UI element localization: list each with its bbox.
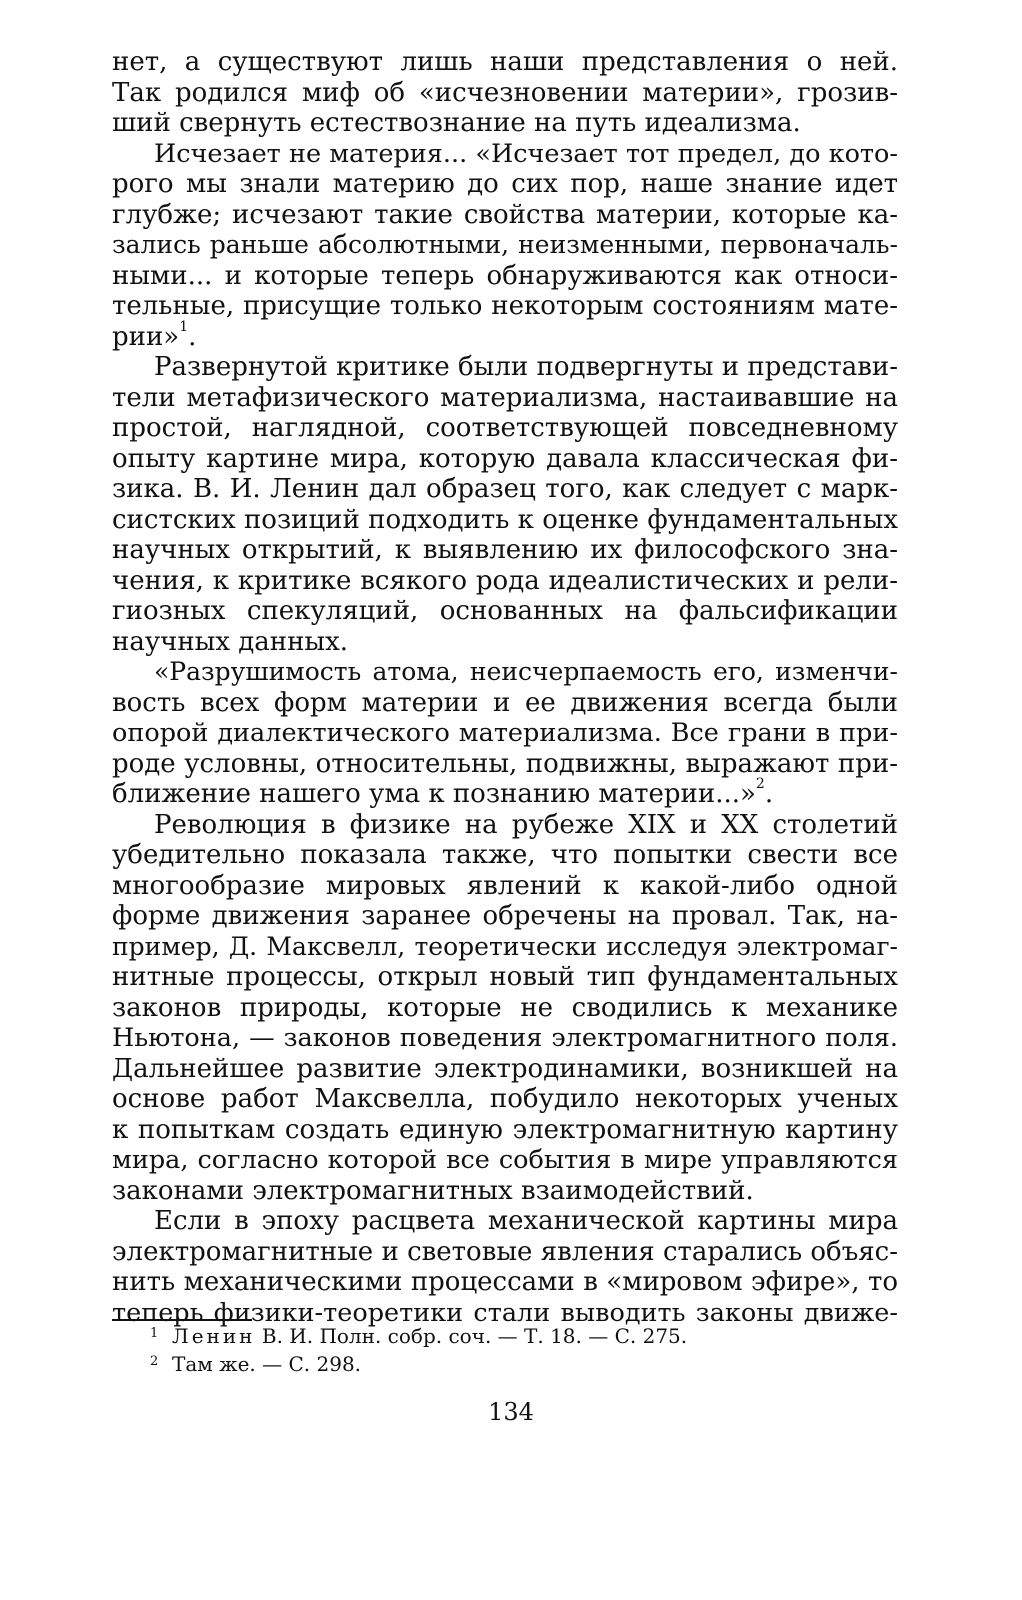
text-line: убедительно показала также, что попытки свести все bbox=[112, 840, 898, 870]
footnote-mark: 2 bbox=[150, 1354, 159, 1369]
footnote-1 bbox=[150, 1322, 870, 1350]
text-line: Революция в физике на рубеже XIX и XX столетий bbox=[154, 809, 898, 840]
text-line: «Разрушимость атома, неисчерпаемость его, изменчи- bbox=[154, 657, 898, 686]
footnote-divider bbox=[112, 1319, 252, 1321]
footnote-text: В. И. Полн. собр. соч. — Т. 18. — С. 275. bbox=[255, 1324, 688, 1348]
text-line: рого мы знали материю до сих пор, наше знание идет bbox=[112, 169, 898, 199]
text-fragment: . bbox=[764, 779, 774, 809]
text-line-with-ref bbox=[112, 318, 898, 353]
text-line: научных данных. bbox=[112, 626, 349, 657]
text-line: Ньютона, — законов поведения электромагнитного поля. bbox=[112, 1023, 898, 1053]
text-line: теперь физики-теоретики стали выводить законы движе- bbox=[112, 1297, 898, 1328]
text-line: Исчезает не материя... «Исчезает тот предел, до кото- bbox=[154, 138, 898, 169]
text-line: нить механическими процессами в «мировом эфире», то bbox=[112, 1267, 898, 1297]
text-line: тели метафизического материализма, настаивавшие на bbox=[112, 382, 898, 413]
text-line: чения, к критике всякого рода идеалистических и рели- bbox=[112, 565, 898, 596]
text-line: зика. В. И. Ленин дал образец того, как следует с марк- bbox=[112, 474, 898, 504]
text-line: нет, а существуют лишь наши представления о ней. bbox=[112, 47, 898, 77]
text-line: Так родился миф об «исчезновении материи», грозив- bbox=[112, 77, 898, 108]
text-line: мира, согласно которой все события в мире управляются bbox=[112, 1145, 898, 1175]
footnote-mark: 1 bbox=[150, 1326, 159, 1341]
text-line-with-ref bbox=[112, 776, 898, 810]
text-line: вость всех форм материи и ее движения всегда были bbox=[112, 687, 898, 718]
text-line: глубже; исчезают такие свойства материи, которые ка- bbox=[112, 199, 898, 230]
text-line: тельные, присущие только некоторым состояниям мате- bbox=[112, 291, 898, 321]
footnote-ref-1: 1 bbox=[179, 318, 189, 335]
text-line: к попыткам создать единую электромагнитную картину bbox=[112, 1114, 898, 1145]
text-line: законами электромагнитных взаимодействий. bbox=[112, 1175, 754, 1206]
text-line: опорой диалектического материализма. Все грани в при- bbox=[112, 718, 898, 748]
text-line: простой, наглядной, соответствующей повседневному bbox=[112, 413, 898, 443]
page-number: 134 bbox=[488, 1398, 534, 1426]
text-line: основе работ Максвелла, побудило некоторых ученых bbox=[112, 1084, 898, 1114]
footnote-author: Ленин bbox=[172, 1324, 256, 1348]
text-fragment: . bbox=[188, 321, 197, 352]
text-line: зались раньше абсолютными, неизменными, первоначаль- bbox=[112, 230, 898, 259]
text-line: Если в эпоху расцвета механической картины мира bbox=[154, 1206, 898, 1236]
footnote-text: Там же. — С. 298. bbox=[172, 1352, 362, 1376]
text-line: Развернутой критике были подвергнуты и представи- bbox=[154, 352, 898, 382]
text-fragment: рии» bbox=[112, 321, 180, 352]
text-line: законов природы, которые не сводились к механике bbox=[112, 992, 898, 1023]
text-line: опыту картине мира, которую давала классическая фи- bbox=[112, 443, 898, 474]
text-line: нитные процессы, открыл новый тип фундаментальных bbox=[112, 962, 898, 992]
text-line: Дальнейшее развитие электродинамики, возникшей на bbox=[112, 1053, 898, 1084]
footnote-2 bbox=[150, 1350, 870, 1378]
text-fragment: ближение нашего ума к познанию материи...» bbox=[112, 779, 756, 809]
text-line: роде условны, относительны, подвижны, выражают при- bbox=[112, 748, 898, 779]
text-line: гиозных спекуляций, основанных на фальсификации bbox=[112, 596, 898, 626]
text-line: ными... и которые теперь обнаруживаются как относи- bbox=[112, 260, 898, 291]
text-line: пример, Д. Максвелл, теоретически исследуя электромаг- bbox=[112, 931, 898, 961]
text-line: ший свернуть естествознание на путь идеализма. bbox=[112, 108, 801, 138]
text-line: многообразие мировых явлений к какой-либо одной bbox=[112, 870, 898, 901]
footnote-ref-2: 2 bbox=[755, 776, 765, 793]
body-text bbox=[112, 47, 898, 1328]
text-line: форме движения заранее обречены на провал. Так, на- bbox=[112, 901, 898, 931]
text-line: электромагнитные и световые явления старались объяс- bbox=[112, 1236, 898, 1267]
footnotes bbox=[150, 1322, 870, 1378]
text-line: систских позиций подходить к оценке фундаментальных bbox=[112, 504, 898, 535]
text-line: научных открытий, к выявлению их философского зна- bbox=[112, 535, 898, 565]
